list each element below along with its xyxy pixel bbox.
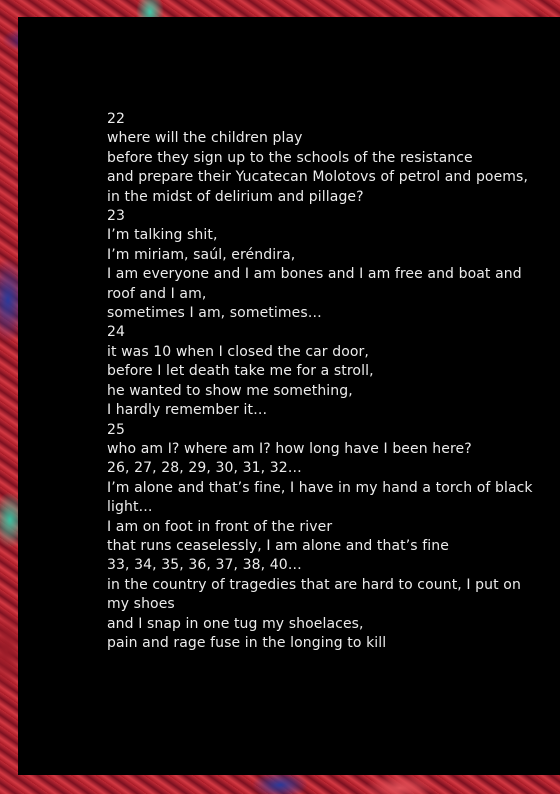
poem-line: where will the children play — [107, 130, 303, 147]
poem-line: I am everyone and I am bones and I am free and boat and — [107, 266, 522, 283]
poem-line: 22 — [107, 111, 126, 127]
poem-line: before I let death take me for a stroll, — [107, 363, 374, 380]
poem-line: it was 10 when I closed the car door, — [107, 343, 369, 360]
poem-line: pain and rage fuse in the longing to kill — [107, 634, 387, 651]
poem-line: light… — [107, 499, 153, 516]
poem-line: before they sign up to the schools of the resistance — [107, 149, 473, 166]
poem-line: 33, 34, 35, 36, 37, 38, 40… — [107, 557, 302, 574]
poem-line: I’m alone and that’s fine, I have in my hand a torch of black — [107, 479, 533, 496]
poem-line: 25 — [107, 421, 126, 438]
poem-line: I’m miriam, saúl, eréndira, — [107, 246, 296, 263]
poem-line: my shoes — [107, 596, 175, 613]
poem-line: and prepare their Yucatecan Molotovs of petrol and poems, — [107, 169, 528, 186]
poem-line: 24 — [107, 324, 126, 341]
poem-line: and I snap in one tug my shoelaces, — [107, 615, 364, 632]
poem-line: that runs ceaselessly, I am alone and that’s fine — [107, 537, 449, 554]
poem-line: in the midst of delirium and pillage? — [107, 188, 364, 205]
poem-line: I’m talking shit, — [107, 227, 218, 244]
poem-line: sometimes I am, sometimes… — [107, 305, 322, 322]
poem-line: who am I? where am I? how long have I been here? — [107, 440, 472, 457]
poem-line: in the country of tragedies that are hard to count, I put on — [107, 576, 521, 593]
poem-line: roof and I am, — [107, 285, 207, 302]
poem-line: I am on foot in front of the river — [107, 518, 333, 535]
poem-line: he wanted to show me something, — [107, 382, 353, 399]
poem-line: 26, 27, 28, 29, 30, 31, 32… — [107, 460, 302, 477]
poem-line: I hardly remember it… — [107, 402, 268, 419]
poem-body — [107, 110, 547, 653]
poem-line: 23 — [107, 208, 126, 225]
text-panel — [18, 17, 560, 775]
